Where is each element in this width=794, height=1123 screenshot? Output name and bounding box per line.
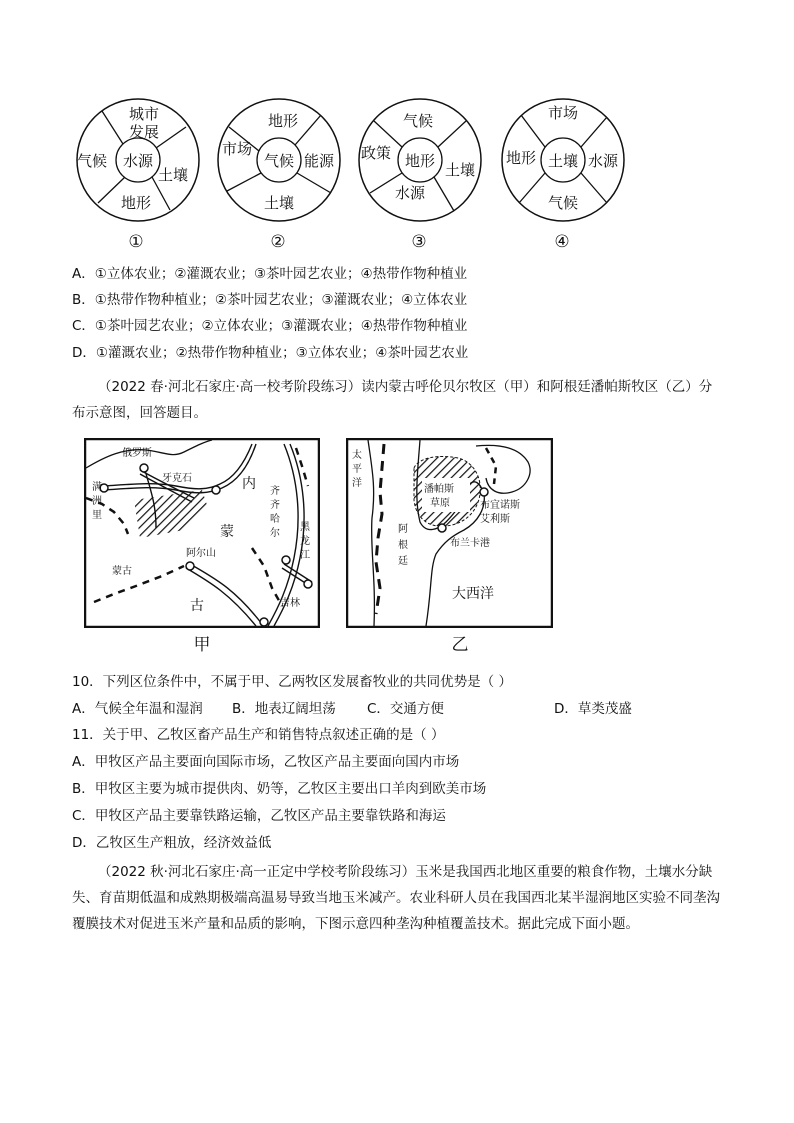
q10-option-d: D．草类茂盛 xyxy=(554,701,632,717)
q11-option-d: D．乙牧区生产粗放，经济效益低 xyxy=(72,835,272,851)
q10-option-b: B．地表辽阔坦荡 xyxy=(232,701,336,717)
wheel-top: 气候 xyxy=(402,112,434,130)
wheel-label-4: ④ xyxy=(554,232,570,252)
svg-text:大西洋: 大西洋 xyxy=(452,586,494,602)
svg-text:龙: 龙 xyxy=(300,536,310,547)
wheel-bottom: 气候 xyxy=(547,194,579,212)
svg-text:吉林: 吉林 xyxy=(280,598,300,609)
svg-text:齐: 齐 xyxy=(270,500,280,511)
svg-text:洋: 洋 xyxy=(352,478,362,489)
svg-text:牙克石: 牙克石 xyxy=(162,473,192,484)
wheel-left: 市场 xyxy=(221,140,253,158)
q11-option-a: A．甲牧区产品主要面向国际市场，乙牧区产品主要面向国内市场 xyxy=(72,754,460,770)
q9-option-a: A．①立体农业；②灌溉农业；③茶叶园艺农业；④热带作物种植业 xyxy=(72,266,468,282)
svg-text:齐: 齐 xyxy=(270,486,280,497)
svg-text:尔: 尔 xyxy=(270,528,280,539)
wheel-center: 土壤 xyxy=(547,152,579,170)
map-yi xyxy=(346,438,553,628)
wheel-left: 地形 xyxy=(505,149,537,167)
svg-text:洲: 洲 xyxy=(92,496,102,507)
svg-text:里: 里 xyxy=(92,510,102,521)
svg-text:潘帕斯: 潘帕斯 xyxy=(424,484,454,495)
svg-text:根: 根 xyxy=(398,540,408,551)
svg-text:满: 满 xyxy=(92,482,102,493)
svg-text:阿: 阿 xyxy=(398,524,408,535)
svg-text:廷: 廷 xyxy=(398,556,408,567)
svg-text:艾利斯: 艾利斯 xyxy=(480,514,510,525)
q10-stem: 10．下列区位条件中，不属于甲、乙两牧区发展畜牧业的共同优势是（ ） xyxy=(72,674,512,690)
q9-option-b: B．①热带作物种植业；②茶叶园艺农业；③灌溉农业；④立体农业 xyxy=(72,292,468,308)
wheel-diagram-4 xyxy=(497,97,629,223)
svg-text:蒙古: 蒙古 xyxy=(112,566,132,577)
svg-text:哈: 哈 xyxy=(270,514,280,525)
q9-option-d: D．①灌溉农业；②热带作物种植业；③立体农业；④茶叶园艺农业 xyxy=(72,345,469,361)
intro-paragraph-3: （2022 秋·河北石家庄·高一正定中学校考阶段练习）玉米是我国西北地区重要的粮食作物，土壤水分缺失、育苗期低温和成熟期极端高温易导致当地玉米减产。农业科研人员在我国西北某半湿润地区实验不同垄沟覆膜技术对促进玉米产量和品质的影响，下图示意四种垄沟种植覆盖技术。据此完成下面小题。 xyxy=(72,864,720,932)
svg-text:黑: 黑 xyxy=(300,522,310,533)
wheel-label-3: ③ xyxy=(411,232,427,252)
wheel-right: 土壤 xyxy=(157,166,189,184)
wheel-diagram-3 xyxy=(354,97,486,223)
svg-text:布宜诺斯: 布宜诺斯 xyxy=(480,500,520,511)
q10-option-c: C．交通方便 xyxy=(367,701,444,717)
svg-text:发展: 发展 xyxy=(128,123,160,141)
wheel-right: 水源 xyxy=(587,152,619,170)
svg-text:古: 古 xyxy=(190,598,204,614)
wheel-left: 政策 xyxy=(360,144,392,162)
wheel-left: 气候 xyxy=(76,152,108,170)
q11-option-b: B．甲牧区主要为城市提供肉、奶等，乙牧区主要出口羊肉到欧美市场 xyxy=(72,781,487,797)
wheel-top: 地形 xyxy=(267,112,299,130)
wheel-diagram-1 xyxy=(72,97,204,223)
intro-paragraph-2: （2022 春·河北石家庄·高一校考阶段练习）读内蒙古呼伦贝尔牧区（甲）和阿根廷潘帕斯牧区（乙）分布示意图，回答题目。 xyxy=(72,379,713,421)
wheel-center: 地形 xyxy=(404,152,436,170)
svg-text:太: 太 xyxy=(352,450,362,461)
wheel-center: 气候 xyxy=(263,152,295,170)
wheel-right: 土壤 xyxy=(444,161,476,179)
map-jia-caption: 甲 xyxy=(193,635,211,655)
q9-option-c: C．①茶叶园艺农业；②立体农业；③灌溉农业；④热带作物种植业 xyxy=(72,318,468,334)
map-yi-caption: 乙 xyxy=(451,635,469,655)
svg-text:平: 平 xyxy=(352,464,362,475)
q11-option-c: C．甲牧区产品主要靠铁路运输，乙牧区产品主要靠铁路和海运 xyxy=(72,808,446,824)
wheel-right: 能源 xyxy=(303,152,335,170)
wheel-center: 水源 xyxy=(122,152,154,170)
wheel-label-2: ② xyxy=(270,232,286,252)
q11-stem: 11．关于甲、乙牧区畜产品生产和销售特点叙述正确的是（ ） xyxy=(72,727,445,743)
wheel-diagram-2 xyxy=(213,97,345,223)
svg-text:阿尔山: 阿尔山 xyxy=(186,548,216,559)
q10-option-a: A．气候全年温和湿润 xyxy=(72,701,203,717)
wheel-bottom: 土壤 xyxy=(263,194,295,212)
map-jia xyxy=(84,438,320,628)
wheel-top: 市场 xyxy=(547,104,579,122)
wheel-bottom: 地形 xyxy=(120,194,152,212)
wheel-bottom: 水源 xyxy=(394,184,426,202)
svg-text:城市: 城市 xyxy=(128,105,160,123)
svg-text:布兰卡港: 布兰卡港 xyxy=(450,538,490,549)
svg-text:蒙: 蒙 xyxy=(220,524,234,540)
svg-text:俄罗斯: 俄罗斯 xyxy=(122,448,152,459)
svg-text:江: 江 xyxy=(300,550,310,561)
wheel-label-1: ① xyxy=(128,232,144,252)
svg-text:内: 内 xyxy=(242,476,256,492)
svg-text:草原: 草原 xyxy=(430,498,450,509)
